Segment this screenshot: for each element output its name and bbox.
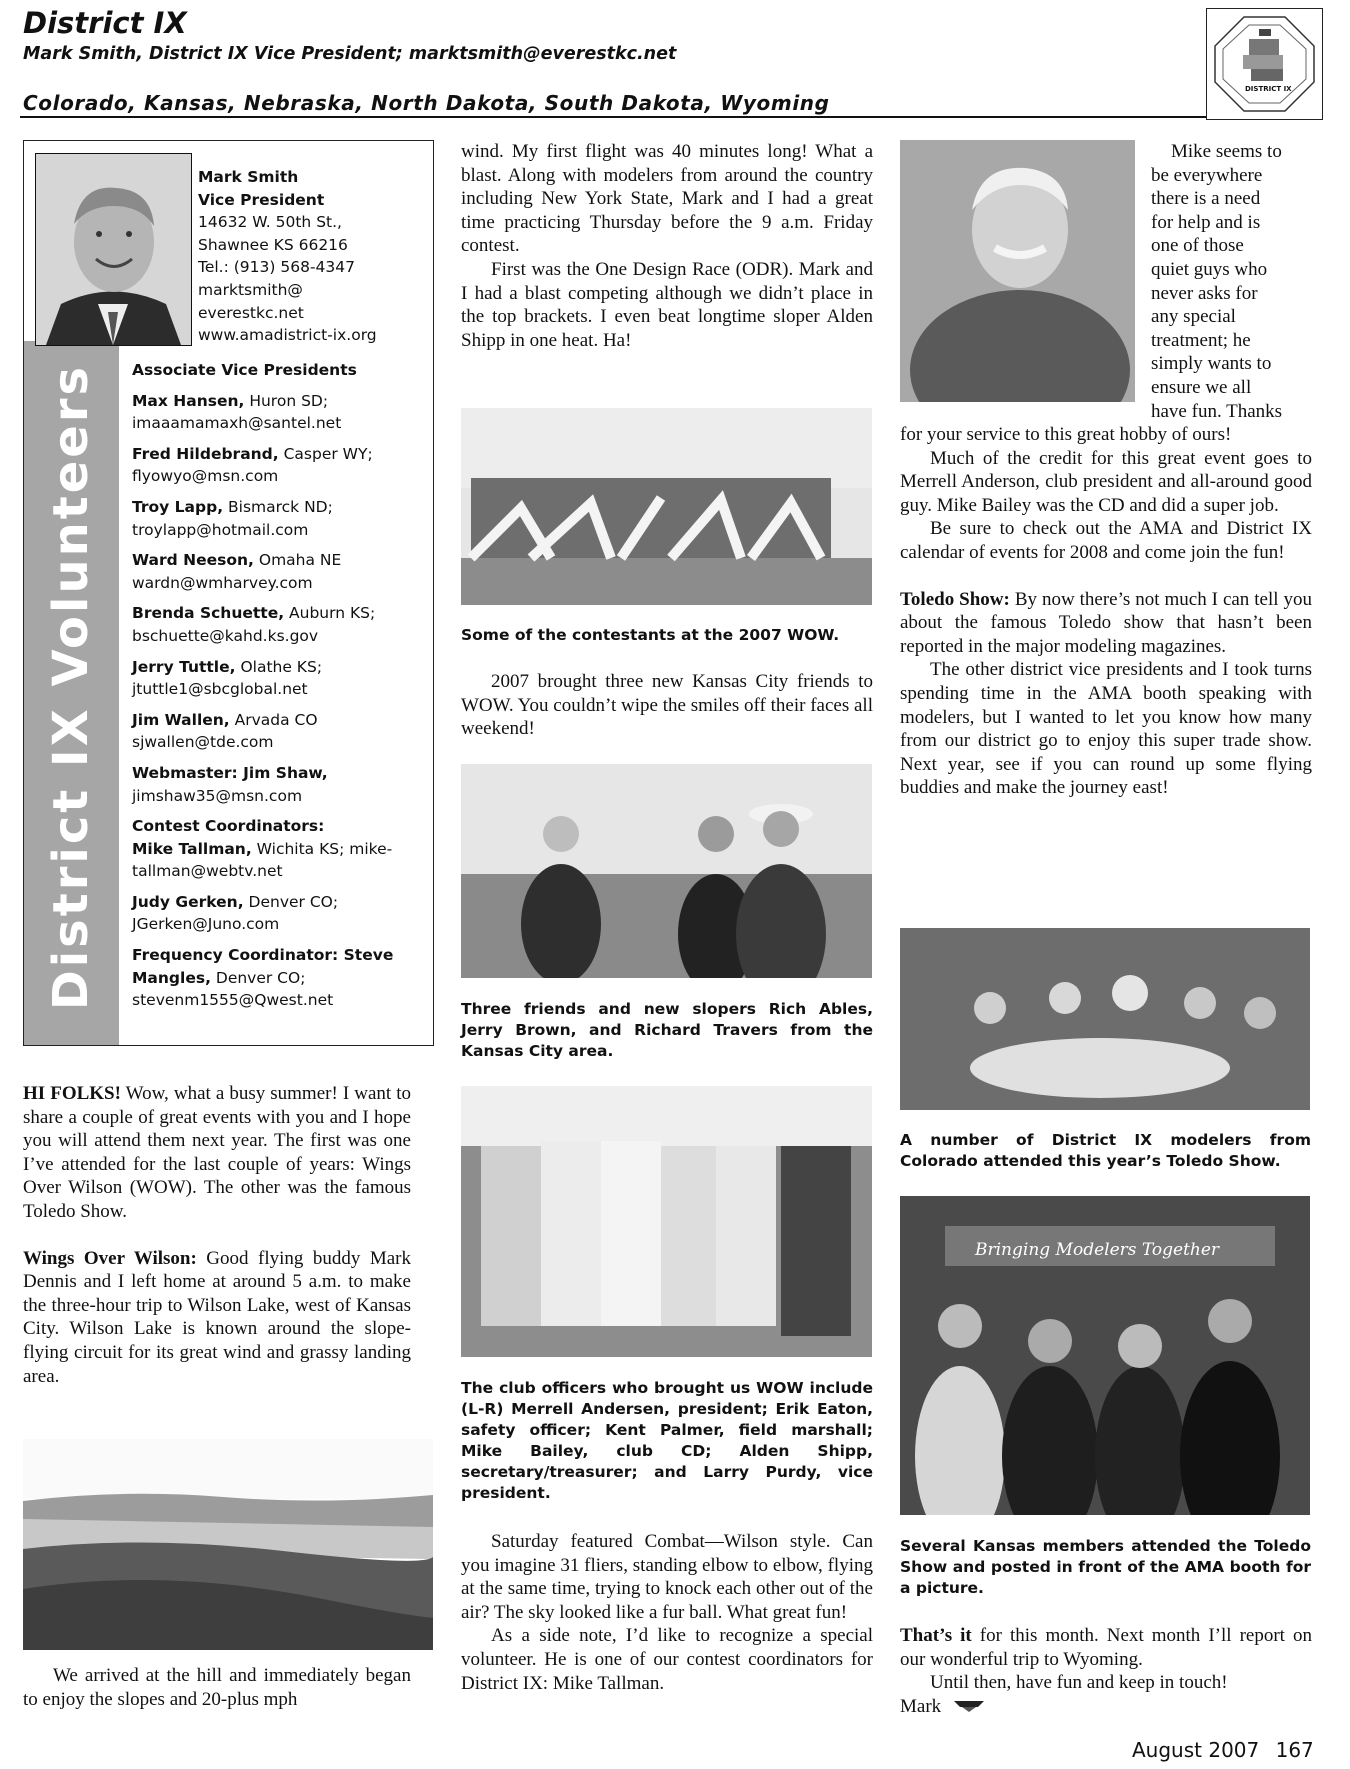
paragraph-text: for this month. Next month I’ll report on our wonderful trip to Wyoming. [900, 1625, 1312, 1670]
volunteer-name: Ward Neeson, [132, 551, 254, 570]
list-item [132, 549, 424, 594]
volunteer-place: Arvada CO [229, 710, 318, 729]
club-officers-photo [461, 1086, 872, 1357]
colorado-modelers-photo [900, 928, 1310, 1110]
signature-name: Mark [900, 1695, 942, 1717]
booth-banner-text: Bringing Modelers Together [975, 1240, 1220, 1260]
volunteer-place: Denver CO; [243, 892, 339, 911]
vp-title: Vice President [198, 190, 325, 209]
text-line: treatment; he [1151, 329, 1251, 351]
vp-address1: 14632 W. 50th St., [198, 213, 342, 232]
volunteer-place: Omaha NE [253, 551, 342, 570]
col3-body [900, 423, 1312, 800]
contest-email[interactable]: tallman@webtv.net [132, 862, 283, 881]
caption: The club officers who brought us WOW include (L-R) Merrell Andersen, president; Erik Eaton, safety officer; Kent Palmer, field marshall; Mike Bailey, club CD; Alden Shipp, secretary/treasurer; and Larry Purdy, vice president. [461, 1379, 873, 1502]
paragraph [23, 1082, 411, 1224]
volunteer-place: Olathe KS; [235, 657, 323, 676]
text-line: for help and is [1151, 211, 1261, 233]
vp-website[interactable]: www.amadistrict-ix.org [198, 326, 377, 345]
paragraph: Saturday featured Combat—Wilson style. Can you imagine 31 fliers, standing elbow to elbow, flying at the same time, trying to knock each other out of the air? The sky looked like a fur ball. What great fun! [461, 1531, 873, 1623]
text-line: ensure we all [1151, 376, 1252, 398]
logo-text: DISTRICT IX [1245, 85, 1292, 93]
page-footer [1132, 1738, 1314, 1762]
text-line: quiet guys who [1151, 258, 1268, 280]
col2-bottom [461, 1530, 873, 1695]
paragraph: We arrived at the hill and immediately began to enjoy the slopes and 20-plus mph [23, 1665, 411, 1710]
contest-heading: Contest Coordinators: [132, 817, 325, 836]
volunteer-email[interactable]: imaaamamaxh@santel.net [132, 414, 342, 433]
signature [900, 1695, 1312, 1719]
caption: Several Kansas members attended the Toledo Show and posted in front of the AMA booth for a picture. [900, 1537, 1311, 1597]
paragraph-text: Good flying buddy Mark Dennis and I left home at around 5 a.m. to make the three-hour trip to Wilson Lake, west of Kansas City. Wilson Lake is known around the slope-flying circuit for its great wind and grassy landing area. [23, 1247, 412, 1387]
district-logo [1206, 8, 1323, 120]
list-item [132, 443, 424, 488]
lead-in: Toledo Show: [900, 588, 1010, 610]
lead-in: HI FOLKS! [23, 1083, 121, 1104]
volunteer-place: Bismarck ND; [223, 497, 333, 516]
contest-name: Mike Tallman, [132, 839, 252, 858]
paragraph [900, 588, 1312, 659]
lead-in: That’s it [900, 1625, 972, 1646]
volunteer-name: Jim Wallen, [132, 710, 230, 729]
new-slopers-photo [461, 764, 872, 978]
volunteer-email[interactable]: sjwallen@tde.com [132, 733, 274, 752]
vp-email1[interactable]: marktsmith@ [198, 280, 303, 299]
text-line: have fun. Thanks [1151, 400, 1283, 422]
text-line: Mike seems to [1171, 141, 1282, 162]
paragraph-text: Wow, what a busy summer! I want to share a couple of great events with you and I hope you will attend them next year. The first was one I’ve attended for the last couple of years: Wings Over Wilson (WOW). The other was the famous Toledo Show. [23, 1083, 411, 1222]
paragraph-text: By now there’s not much I can tell you about the famous Toledo show that hasn’t been reported in the major modeling magazines. [900, 588, 1313, 657]
volunteer-place: Huron SD; [244, 391, 329, 410]
list-item [132, 602, 424, 647]
volunteer-place: Casper WY; [278, 444, 373, 463]
col3-wrap-text [1151, 140, 1326, 423]
district-logo-emblem [1207, 9, 1322, 119]
frequency-place: Denver CO; [210, 968, 306, 987]
list-item [132, 891, 424, 936]
frequency-email[interactable]: stevenm1555@Qwest.net [132, 991, 334, 1010]
volunteer-email[interactable]: troylapp@hotmail.com [132, 520, 309, 539]
volunteer-email[interactable]: jtuttle1@sbcglobal.net [132, 680, 308, 699]
contest-place: Wichita KS; mike- [251, 839, 393, 858]
volunteer-email[interactable]: bschuette@kahd.ks.gov [132, 626, 319, 645]
caption: Some of the contestants at the 2007 WOW. [461, 626, 840, 644]
contest-coordinators [132, 815, 424, 883]
frequency-heading: Frequency Coordinator: Steve [132, 946, 394, 965]
volunteer-name: Judy Gerken, [132, 892, 244, 911]
list-item [132, 656, 424, 701]
paragraph: The other district vice presidents and I took turns spending time in the AMA booth speaking with modelers, but I wanted to let you know how many from our district go to enjoy this super trade show. Next year, see if you can round up some flying buddies and make the journey east! [900, 659, 1312, 799]
paragraph: Be sure to check out the AMA and District IX calendar of events for 2008 and come join the fun! [900, 518, 1312, 563]
wilson-lake-photo [23, 1439, 433, 1650]
issue-date: August 2007 [1132, 1738, 1260, 1762]
lead-in: Wings Over Wilson: [23, 1247, 197, 1269]
paragraph: wind. My first flight was 40 minutes long! What a blast. Along with modelers from around the country including New York State, Mark and I had a great time practicing Thursday before the 9 a.m. Friday contest. [461, 141, 873, 257]
vp-address2: Shawnee KS 66216 [198, 235, 348, 254]
col2-mid [461, 670, 873, 741]
caption: A number of District IX modelers from Colorado attended this year’s Toledo Show. [900, 1131, 1311, 1170]
volunteer-email[interactable]: jimshaw35@msn.com [132, 786, 303, 805]
text-line: one of those [1151, 235, 1244, 257]
frequency-name: Mangles, [132, 968, 211, 987]
volunteer-name: Brenda Schuette, [132, 604, 285, 623]
paragraph: 2007 brought three new Kansas City friends to WOW. You couldn’t wipe the smiles off their faces all weekend! [461, 671, 873, 740]
volunteer-email[interactable]: wardn@wmharvey.com [132, 573, 313, 592]
frequency-coordinator [132, 944, 424, 1012]
volunteer-name: Fred Hildebrand, [132, 444, 279, 463]
volunteer-name: Jerry Tuttle, [132, 657, 236, 676]
volunteer-name: Webmaster: Jim Shaw, [132, 763, 328, 782]
page-title: District IX [23, 6, 187, 40]
paragraph: As a side note, I’d like to recognize a special volunteer. He is one of our contest coordinators for District IX: Mike Tallman. [461, 1625, 873, 1694]
kansas-members-photo [900, 1196, 1310, 1515]
paragraph: First was the One Design Race (ODR). Mark and I had a blast competing although we didn’t place in the top brackets. I even beat longtime sloper Alden Shipp in one heat. Ha! [461, 258, 873, 351]
volunteer-place: Auburn KS; [284, 604, 376, 623]
ama-logo-icon [952, 1696, 986, 1720]
vp-email2[interactable]: everestkc.net [198, 303, 304, 322]
paragraph: Much of the credit for this great event goes to Merrell Anderson, club president and all-around good guy. Mike Bailey was the CD and did a super job. [900, 447, 1312, 516]
associates-heading: Associate Vice Presidents [132, 361, 357, 379]
col3-bottom [900, 1624, 1312, 1719]
text-line: any special [1151, 306, 1236, 328]
paragraph [23, 1247, 411, 1389]
vp-contact [198, 166, 377, 347]
col1-bottom [23, 1664, 411, 1711]
col1-body [23, 1082, 411, 1388]
col2-top [461, 140, 873, 352]
mike-tallman-photo [900, 140, 1135, 402]
contestants-photo [461, 408, 872, 605]
text-line: there is a need [1151, 188, 1261, 210]
paragraph: Until then, have fun and keep in touch! [930, 1672, 1228, 1694]
volunteer-email[interactable]: JGerken@Juno.com [132, 915, 280, 934]
list-item [132, 709, 424, 754]
text-line: simply wants to [1151, 353, 1272, 375]
paragraph [900, 1624, 1312, 1671]
list-item [132, 496, 424, 541]
list-item [132, 390, 424, 435]
associates-list [132, 359, 424, 1020]
paragraph: for your service to this great hobby of ours! [900, 424, 1232, 445]
states-line: Colorado, Kansas, Nebraska, North Dakota, South Dakota, Wyoming [23, 91, 830, 115]
vp-name: Mark Smith [198, 168, 299, 186]
volunteers-vertical-label: District IX Volunteers [43, 363, 99, 1011]
vp-tel: Tel.: (913) 568-4347 [198, 258, 355, 277]
vp-portrait-photo [35, 153, 192, 346]
volunteer-email[interactable]: flyowyo@msn.com [132, 467, 279, 486]
volunteer-name: Max Hansen, [132, 391, 245, 410]
vp-line: Mark Smith, District IX Vice President; marktsmith@everestkc.net [23, 44, 677, 64]
list-item [132, 762, 424, 807]
page-number: 167 [1275, 1738, 1314, 1762]
volunteer-name: Troy Lapp, [132, 497, 224, 516]
header-rule [20, 116, 1322, 118]
caption: Three friends and new slopers Rich Ables, Jerry Brown, and Richard Travers from the Kansas City area. [461, 1000, 873, 1060]
text-line: be everywhere [1151, 164, 1263, 186]
text-line: never asks for [1151, 282, 1258, 304]
